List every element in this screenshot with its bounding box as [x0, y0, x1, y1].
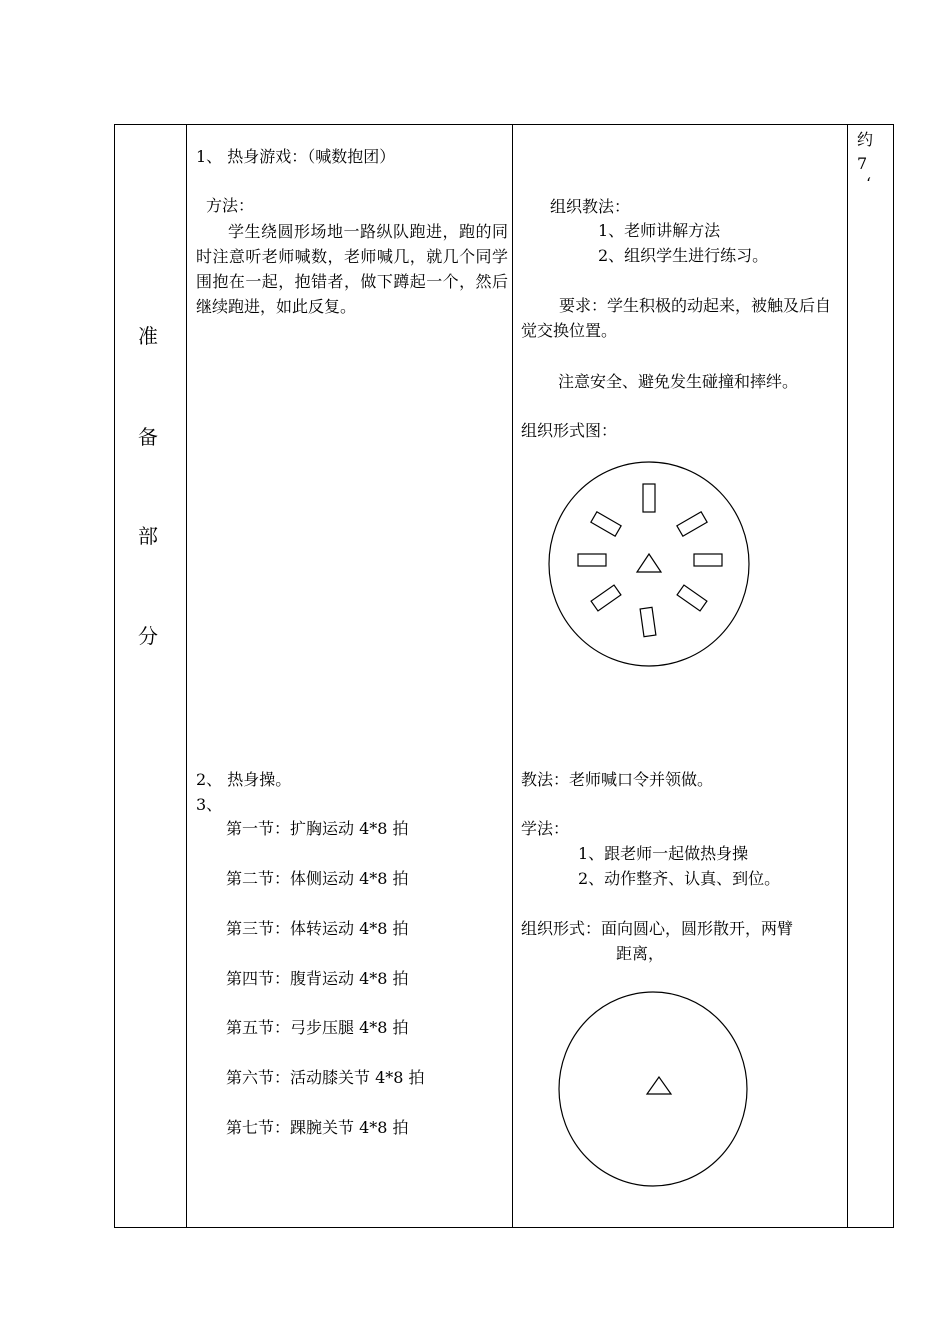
exercise-section-7: 第七节：踝腕关节 4*8 拍: [226, 1118, 409, 1137]
method-label: 方法：: [206, 196, 255, 215]
section-char-4: 分: [138, 624, 158, 648]
exercise-number: 3、: [196, 795, 223, 814]
formation-label-cont: 距离，: [616, 944, 665, 963]
safety-text: 注意安全、避免发生碰撞和摔绊。: [558, 372, 799, 391]
section-char-3: 部: [138, 524, 158, 548]
teaching-label: 组织教法：: [550, 197, 631, 216]
formation-label: 组织形式：面向圆心，圆形散开，两臂: [521, 919, 794, 938]
student-marker: [677, 585, 707, 611]
exercise-section-5: 第五节：弓步压腿 4*8 拍: [226, 1018, 409, 1037]
teaching-item-2: 2、组织学生进行练习。: [598, 246, 769, 265]
teaching-method: 教法：老师喊口令并领做。: [521, 770, 714, 789]
formation-circle: [559, 992, 747, 1186]
game-title: 1、 热身游戏：（喊数抱团）: [196, 147, 396, 166]
column-divider-1: [186, 124, 187, 1228]
exercise-section-1: 第一节：扩胸运动 4*8 拍: [226, 819, 409, 838]
student-marker: [694, 554, 722, 566]
time-char-3: ‘: [866, 174, 872, 193]
method-text: 学生绕圆形场地一路纵队跑进，跑的同时注意听老师喊数，老师喊几，就几个同学围抱在一起，抱错者，做下蹲起一个，然后继续跑进，如此反复。: [196, 222, 508, 316]
formation-diagram-2: [558, 991, 748, 1191]
student-marker: [677, 512, 707, 536]
student-marker: [591, 585, 621, 611]
exercise-section-2: 第二节：体侧运动 4*8 拍: [226, 869, 409, 888]
section-char-1: 准: [138, 324, 158, 348]
learning-item-2: 2、动作整齐、认真、到位。: [578, 869, 781, 888]
student-marker: [591, 512, 621, 536]
column-divider-3: [847, 124, 848, 1228]
column-divider-2: [512, 124, 513, 1228]
diagram-1-label: 组织形式图：: [521, 421, 618, 440]
teacher-triangle-icon: [647, 1077, 671, 1094]
time-char-2: 7: [857, 154, 868, 173]
student-marker: [578, 554, 606, 566]
section-char-2: 备: [138, 425, 158, 449]
exercise-section-4: 第四节：腹背运动 4*8 拍: [226, 969, 409, 988]
learning-item-1: 1、跟老师一起做热身操: [578, 844, 749, 863]
formation-diagram-1: [548, 461, 752, 669]
student-marker: [640, 607, 656, 636]
teaching-item-1: 1、老师讲解方法: [598, 221, 721, 240]
student-marker: [643, 484, 655, 512]
learning-label: 学法：: [521, 819, 570, 838]
exercise-title: 2、 热身操。: [196, 770, 292, 789]
teacher-triangle-icon: [637, 554, 661, 572]
exercise-section-3: 第三节：体转运动 4*8 拍: [226, 919, 409, 938]
exercise-section-6: 第六节：活动膝关节 4*8 拍: [226, 1068, 425, 1087]
requirement-text: 要求：学生积极的动起来，被触及后自觉交换位置。: [521, 296, 832, 340]
time-char-1: 约: [857, 130, 874, 149]
